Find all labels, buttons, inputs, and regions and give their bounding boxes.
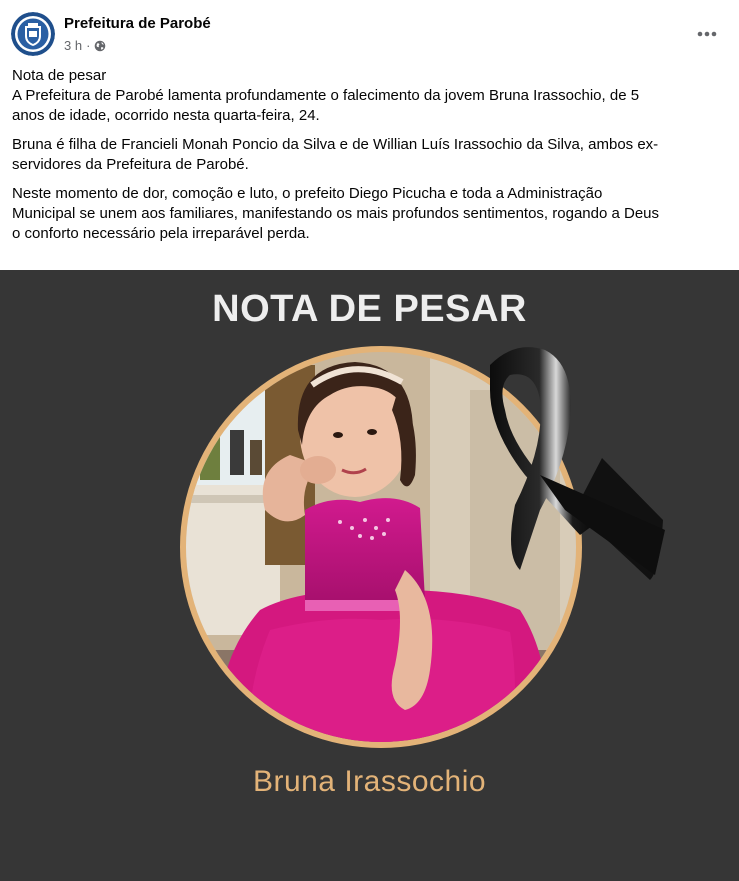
post-line: Nota de pesar [12, 67, 107, 84]
post-header [0, 0, 739, 62]
post-meta [64, 38, 106, 53]
more-options-icon[interactable] [693, 20, 721, 48]
post-line: Neste momento de dor, comoção e luto, o prefeito Diego Picucha e toda a Administração [12, 185, 603, 202]
post-paragraph [12, 66, 728, 126]
post-line: servidores da Prefeitura de Parobé. [12, 156, 249, 173]
meta-separator: · [86, 38, 91, 53]
post-image[interactable] [0, 270, 739, 881]
page-name-link[interactable]: Prefeitura de Parobé [64, 15, 211, 32]
post-message [12, 66, 728, 253]
post-line: o conforto necessário pela irreparável perda. [12, 225, 310, 242]
post-paragraph [12, 135, 728, 175]
post-timestamp[interactable]: 3 h [64, 38, 83, 53]
image-title: NOTA DE PESAR [212, 288, 527, 330]
globe-icon[interactable] [94, 40, 106, 52]
deceased-name: Bruna Irassochio [252, 765, 487, 798]
post-line: Municipal se unem aos familiares, manifestando os mais profundos sentimentos, rogando a Deus [12, 205, 660, 222]
post-line: Bruna é filha de Francieli Monah Poncio da Silva e de Willian Luís Irassochio da Silva, ambos ex- [12, 136, 659, 153]
page-avatar[interactable] [11, 12, 55, 56]
post-line: anos de idade, ocorrido nesta quarta-feira, 24. [12, 107, 320, 124]
post-line: A Prefeitura de Parobé lamenta profundamente o falecimento da jovem Bruna Irassochio, de 5 [12, 87, 640, 104]
post-paragraph [12, 184, 728, 244]
city-crest-icon [11, 12, 55, 56]
